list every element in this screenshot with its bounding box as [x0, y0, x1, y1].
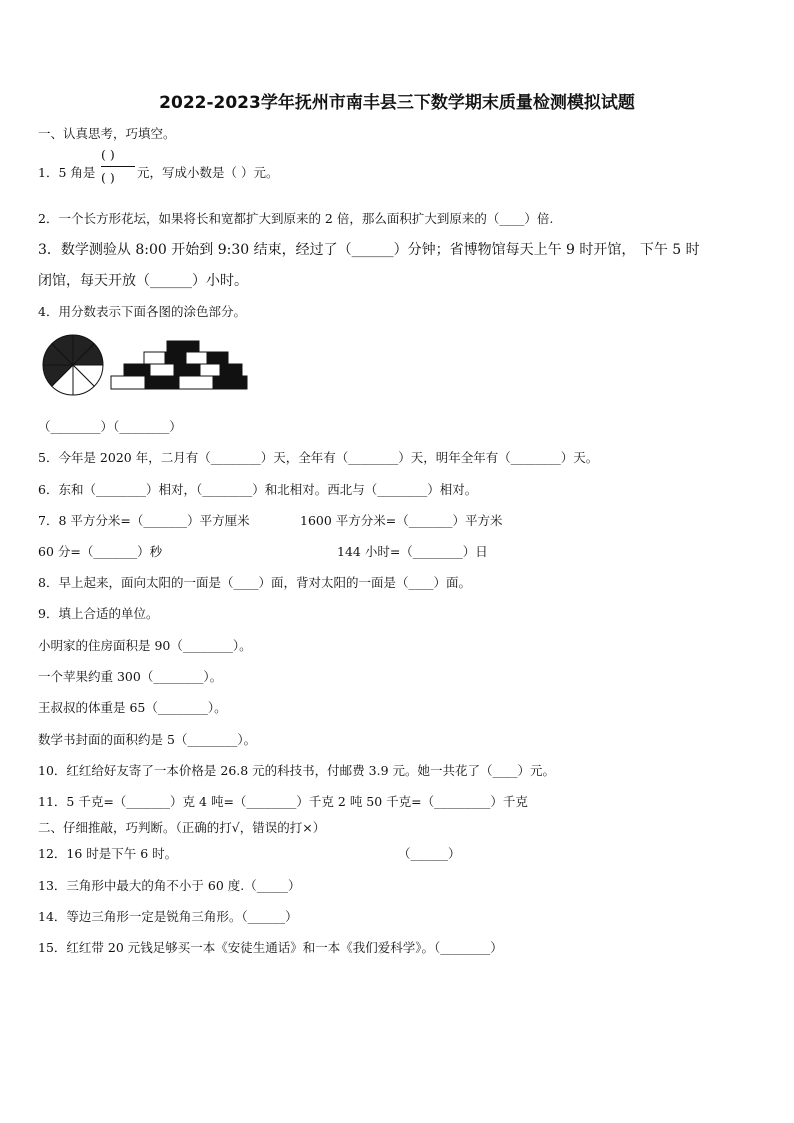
section-2-heading: 二、仔细推敲，巧判断。（正确的打√，错误的打×） [38, 820, 326, 835]
question-14: 14．等边三角形一定是锐角三角形。（______） [38, 909, 298, 924]
brick-shaded [145, 376, 179, 389]
question-3-line-2: 闭馆，每天开放（______）小时。 [38, 273, 248, 289]
question-7-b: 1600 平方分米=（_______）平方米 [300, 513, 503, 528]
page-title: 2022-2023学年抚州市南丰县三下数学期末质量检测模拟试题 [159, 93, 635, 113]
question-3-line-1: 3．数学测验从 8:00 开始到 9:30 结束，经过了（______）分钟；省博物馆每天上午 9 时开馆， 下午 5 时 [38, 242, 700, 258]
brick [144, 352, 165, 364]
question-6: 6．东和（________）相对，（________）和北相对。西北与（________）相对。 [38, 482, 478, 497]
brick-shaded [167, 341, 199, 352]
brick [150, 364, 174, 376]
question-1-fraction [101, 147, 135, 189]
brick [186, 352, 207, 364]
brick-shaded [174, 364, 200, 376]
brick [111, 376, 145, 389]
question-12: 12．16 时是下午 6 时。 [38, 846, 178, 861]
pie-figure [40, 334, 106, 396]
brick-shaded [165, 352, 186, 364]
question-2: 2．一个长方形花坛，如果将长和宽都扩大到原来的 2 倍，那么面积扩大到原来的（____）倍. [38, 211, 554, 226]
question-9-item: 数学书封面的面积约是 5（________）。 [38, 732, 257, 747]
brick-figure [110, 340, 248, 395]
fraction-denominator: ( ) [101, 170, 115, 185]
brick-shaded [207, 352, 228, 364]
question-7-d: 144 小时=（________）日 [337, 544, 488, 559]
question-12-blank: （______） [398, 846, 461, 861]
section-1-heading: 一、认真思考，巧填空。 [38, 126, 176, 141]
fraction-numerator: ( ) [101, 147, 115, 162]
question-13: 13．三角形中最大的角不小于 60 度.（_____） [38, 878, 301, 893]
question-9: 9．填上合适的单位。 [38, 606, 159, 621]
question-4-answers: （________）（________） [38, 419, 182, 434]
question-1-prefix: 1．5 角是 [38, 165, 96, 180]
fraction-bar [101, 166, 135, 167]
question-1-suffix: 元，写成小数是（ ）元。 [137, 165, 279, 180]
brick-shaded [124, 364, 150, 376]
question-4: 4．用分数表示下面各图的涂色部分。 [38, 304, 246, 319]
question-7-c: 60 分=（_______）秒 [38, 544, 163, 559]
question-11: 11．5 千克=（_______）克 4 吨=（________）千克 2 吨 50 千克=（_________）千克 [38, 794, 528, 809]
question-15: 15．红红带 20 元钱足够买一本《安徒生通话》和一本《我们爱科学》。（________） [38, 940, 503, 955]
brick-shaded [220, 364, 242, 376]
question-9-item: 王叔叔的体重是 65（________）。 [38, 700, 227, 715]
brick [200, 364, 220, 376]
question-5: 5．今年是 2020 年，二月有（________）天，全年有（________）天，明年全年有（________）天。 [38, 450, 599, 465]
question-8: 8．早上起来，面向太阳的一面是（____）面，背对太阳的一面是（____）面。 [38, 575, 471, 590]
question-7-a: 7．8 平方分米=（_______）平方厘米 [38, 513, 250, 528]
question-9-item: 小明家的住房面积是 90（________）。 [38, 638, 252, 653]
question-10: 10．红红给好友寄了一本价格是 26.8 元的科技书，付邮费 3.9 元。她一共花了（____）元。 [38, 763, 556, 778]
question-9-item: 一个苹果约重 300（________）。 [38, 669, 223, 684]
brick-shaded [213, 376, 247, 389]
brick [179, 376, 213, 389]
